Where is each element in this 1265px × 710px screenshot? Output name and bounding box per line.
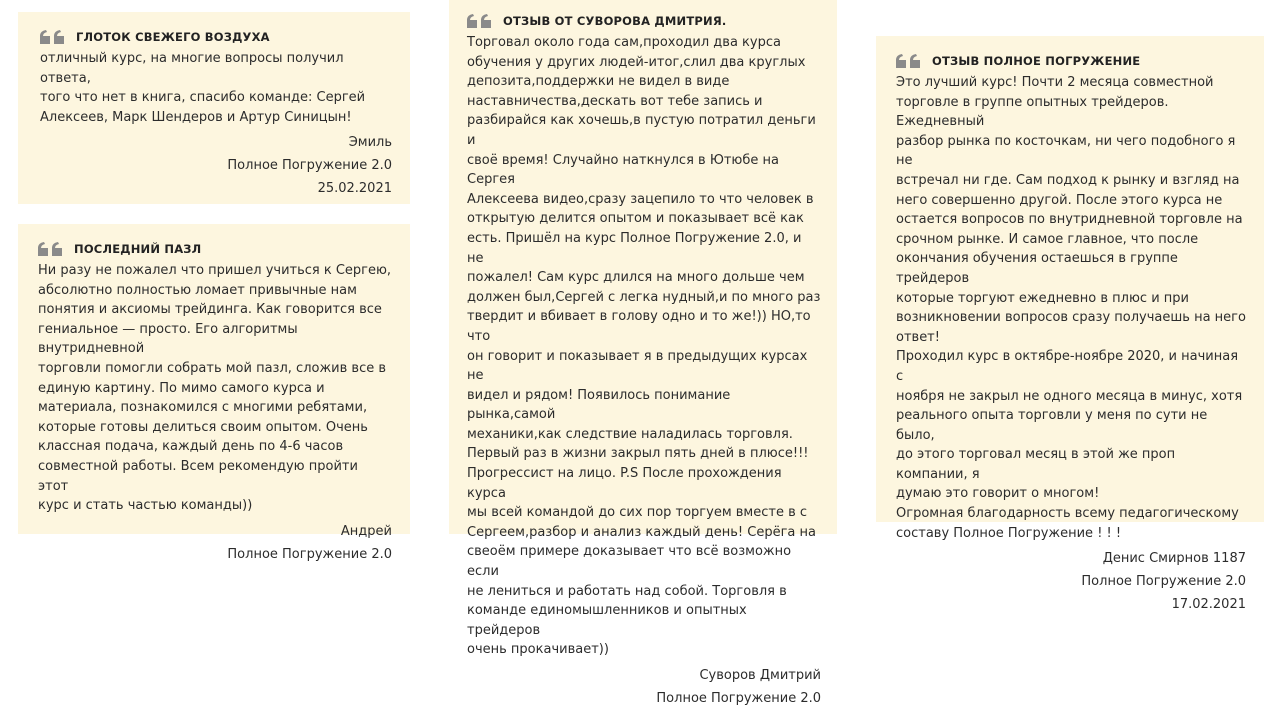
review-author: Андрей	[340, 523, 392, 539]
review-header	[38, 242, 392, 256]
review-signature	[38, 520, 392, 566]
review-title: ГЛОТОК СВЕЖЕГО ВОЗДУХА	[76, 30, 270, 44]
review-course: Полное Погружение 2.0	[656, 691, 821, 706]
quote-icon	[467, 14, 493, 28]
review-card	[18, 224, 410, 562]
review-card	[18, 12, 410, 204]
review-text: Это лучший курс! Почти 2 месяца совместной торговле в группе опытных трейдеров. Ежедневный разбор рынка по косточкам, ни чего подобного я не встречал ни где. Сам подход к рынку и взгляд на него совершенно другой. После этого курса не остается вопросов по внутридневной торговле на срочном рынке. И самое главное, что после окончания обучения остаешься в группе трейдеров которые торгуют ежедневно в плюс и при возникновении вопросов сразу получаешь на него ответ! Проходил курс в октябре-ноябре 2020, и начиная с ноября не закрыл не одного месяца в минус, хотя реального опыта торговли у меня по сути не было, до этого торговал месяц в этой же проп компании, я думаю это говорит о многом! Огромная благодарность всему педагогическому составу Полное Погружение ! ! !	[896, 75, 1246, 541]
review-title: ПОСЛЕДНИЙ ПАЗЛ	[74, 242, 202, 256]
quote-icon	[896, 54, 922, 68]
review-course: Полное Погружение 2.0	[1081, 574, 1246, 590]
review-header	[896, 54, 1246, 68]
quote-icon	[40, 30, 66, 44]
review-author: Денис Смирнов 1187	[1102, 551, 1246, 567]
review-header	[40, 30, 392, 44]
review-signature	[467, 664, 821, 710]
review-date: 25.02.2021	[317, 181, 392, 197]
review-title: ОТЗЫВ ОТ СУВОРОВА ДМИТРИЯ.	[503, 14, 727, 28]
quote-icon	[38, 242, 64, 256]
review-card	[876, 36, 1264, 613]
review-course: Полное Погружение 2.0	[227, 158, 392, 174]
review-date: 17.02.2021	[1171, 597, 1246, 613]
review-course: Полное Погружение 2.0	[227, 546, 392, 562]
review-text: Торговал около года сам,проходил два курса обучения у других людей-итог,слил два круглых депозита,поддержки не видел в виде наставничества,дескать вот тебе запись и разбирайся как хочешь,в пустую потратил деньги и своё время! Случайно наткнулся в Ютюбе на Сергея Алексеева видео,сразу зацепило то что человек в открытую делится опытом и показывает всё как есть. Пришёл на курс Полное Погружение 2.0, и не пожалел! Сам курс длился на много дольше чем должен был,Сергей с легка нудный,и по много раз твердит и вбивает в голову одно и то же!)) НО,то что он говорит и показывает я в предыдущих курсах не видел и рядом! Появилось понимание рынка,самой механики,как следствие наладилась торговля. Первый раз в жизни закрыл пять дней в плюсе!!! Прогрессист на лицо. P.S После прохождения курса мы всей командой до сих пор торгуем вместе в с Сергеем,разбор и анализ каждый день! Серёга на свеоём примере доказывает что всё возможно если не лениться и работать над собой. Торговля в команде единомышленников и опытных трейдеров очень прокачивает))	[467, 35, 821, 658]
review-author: Суворов Дмитрий	[699, 668, 821, 683]
review-header	[467, 14, 821, 28]
review-text: отличный курс, на многие вопросы получил ответа, того что нет в книга, спасибо команде: Сергей Алексеев, Марк Шендеров и Артур Синицын!	[40, 51, 366, 125]
review-title: ОТЗЫВ ПОЛНОЕ ПОГРУЖЕНИЕ	[932, 54, 1141, 68]
review-signature	[40, 131, 392, 200]
review-author: Эмиль	[348, 135, 392, 151]
review-card	[449, 0, 837, 706]
review-signature	[896, 547, 1246, 616]
review-text: Ни разу не пожалел что пришел учиться к Сергею, абсолютно полностью ломает привычные нам понятия и аксиомы трейдинга. Как говорится все гениальное — просто. Его алгоритмы внутридневной торговли помогли собрать мой пазл, сложив все в единую картину. По мимо самого курса и материала, познакомился с многими ребятами, которые готовы делиться своим опытом. Очень классная подача, каждый день по 4-6 часов совместной работы. Всем рекомендую пройти этот курс и стать частью команды))	[38, 263, 392, 514]
